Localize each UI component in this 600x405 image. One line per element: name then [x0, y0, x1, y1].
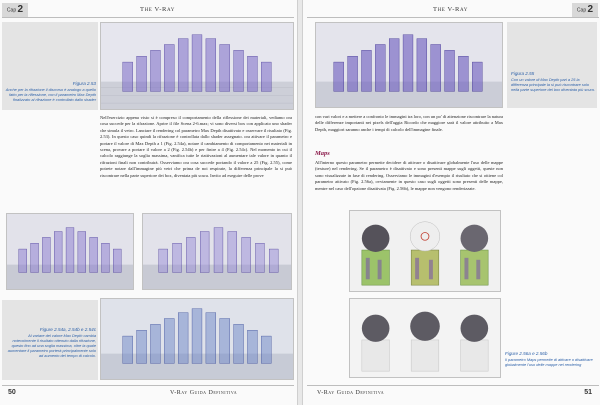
figure-2-54b-render	[142, 213, 292, 290]
caption-title: Figure 2.54a, 2.54b e 2.54c	[39, 327, 96, 332]
header-rule	[2, 17, 294, 18]
chapter-number: 2	[17, 4, 24, 15]
figure-2-54a-render	[6, 213, 134, 290]
figure-2-53-render	[100, 22, 294, 110]
caption-figure-2-53	[4, 82, 96, 103]
caption-title: Figure 2.56a e 2.56b	[505, 351, 548, 356]
figure-2-56b-render	[349, 298, 501, 378]
figure-2-55-render	[315, 22, 503, 108]
chapter-number: 2	[587, 4, 594, 15]
caption-figure-2-56	[505, 352, 595, 368]
caption-title: Figura 2.55	[511, 71, 535, 76]
side-column	[507, 22, 597, 108]
header-rule	[307, 17, 599, 18]
section-title: Maps	[315, 150, 330, 157]
caption-text: Con un valore di Max Depth pari a 25 la differenza principale la si può riscontrare solo nella parte superiore dei box diventata più scura.	[511, 76, 595, 92]
chapter-tab	[2, 3, 28, 17]
chapter-tab-label: Cap	[576, 7, 587, 14]
left-page	[0, 0, 298, 405]
caption-figure-2-54	[4, 328, 96, 358]
chapter-tab	[572, 3, 598, 17]
section-paragraph: All'interno questo parametro permette decidere di attivare o disattivare globalmente l'uso delle mappe (texture) nel rendering. Se il parametro è disattivato e sono presenti mappe sugli oggetti, queste non sono visualizzate in fase di rendering. Osserviamo le immagini d'esempio il risultato che si ottiene col parametro attivato (Fig. 2.56a), ovviamente in questo caso sugli oggetti sono presenti delle mappe, mentre nel caso dell'opzione disattivata (Fig. 2.56b), le mappe non vengono renderizzate.	[315, 160, 503, 191]
running-head: The V-Ray	[433, 6, 468, 13]
right-page	[302, 0, 600, 405]
body-paragraph: con vari valori e a mettere a confronto le immagini tra loro, con un po' di attenzione riscontrare la natura delle differenze importanti nei pixels dell'aggia Ricordo che maggiore sarà il valore attribuito a Max Depth, maggiori saranno anche i tempi di calcolo dell'immagine finale.	[315, 114, 503, 132]
caption-text: Il parametro Maps permette di attivare o disattivare globalmente l'uso delle mappe nel rendering	[505, 356, 593, 367]
footer-book-title: V-Ray Guida Definitiva	[317, 390, 385, 396]
body-paragraph: Nell'esercizio appena visto si è compreso il comportamento della riflessione dei materiali, vediamo ora cosa succede per la rifrazione. Aprire il file Scena 2-6.max; vi sono diversi box con applicato uno shader che simula il vetro. Lanciare il rendering col parametro Max Depth disattivato e osservare il risultato (Fig. 2.53). In questo caso quindi la rifrazione è controllata dallo shader assegnato. ora attivare il parametro e portare il valore di Max Depth a 1 (Fig. 2.54a), notare il cambiamento di comportamento nei materiali in scena, provare a portare il valore a 2 (Fig. 2.54b) e per finire a 4 (Fig. 2.54c). Nel momento in cui il calcolo raggiunge la soglia massima, vanifica tutte le riattivazioni al aumentare tale valore in quanto il rifrazioni finali non contribuirà. Osserviamo ora cosa succede portando il valore a 25 (Fig. 2.55), come potrete notare dall'immagine più vetri che prima de noi respirate, la differenza principale la si può riscontrare nella parte superiore dei box, diventata più scura. Invito ad eseguire delle prove	[100, 115, 292, 178]
figure-2-54c-render	[100, 298, 294, 380]
chapter-tab-label: Cap	[6, 7, 17, 14]
running-head: The V-Ray	[140, 6, 175, 13]
caption-figure-2-55	[511, 72, 595, 93]
footer-book-title: V-Ray Guida Definitiva	[170, 390, 238, 396]
footer-rule	[307, 385, 599, 386]
glass-boxes-render	[101, 23, 293, 109]
page-number: 51	[584, 389, 592, 396]
page-number: 50	[8, 389, 16, 396]
caption-text: Anche per la rifrazione il discorso è analogo a quello fatto per la riflessione, con il parametro Max Depth finalizzato al rifrazione è controllato dallo shader	[5, 86, 96, 102]
figure-2-56a-render	[349, 210, 501, 292]
caption-text: Al variare del valore Max Depth cambia notevolmente il risultato ottenuto dalla rifrazione, questo fino ad una soglia massima, oltre la quale aumentare il parametro porterà principalmente solo ad aumento del tempo di calcolo.	[7, 332, 96, 358]
footer-rule	[2, 385, 294, 386]
caption-title: Figura 2.53	[72, 81, 96, 86]
